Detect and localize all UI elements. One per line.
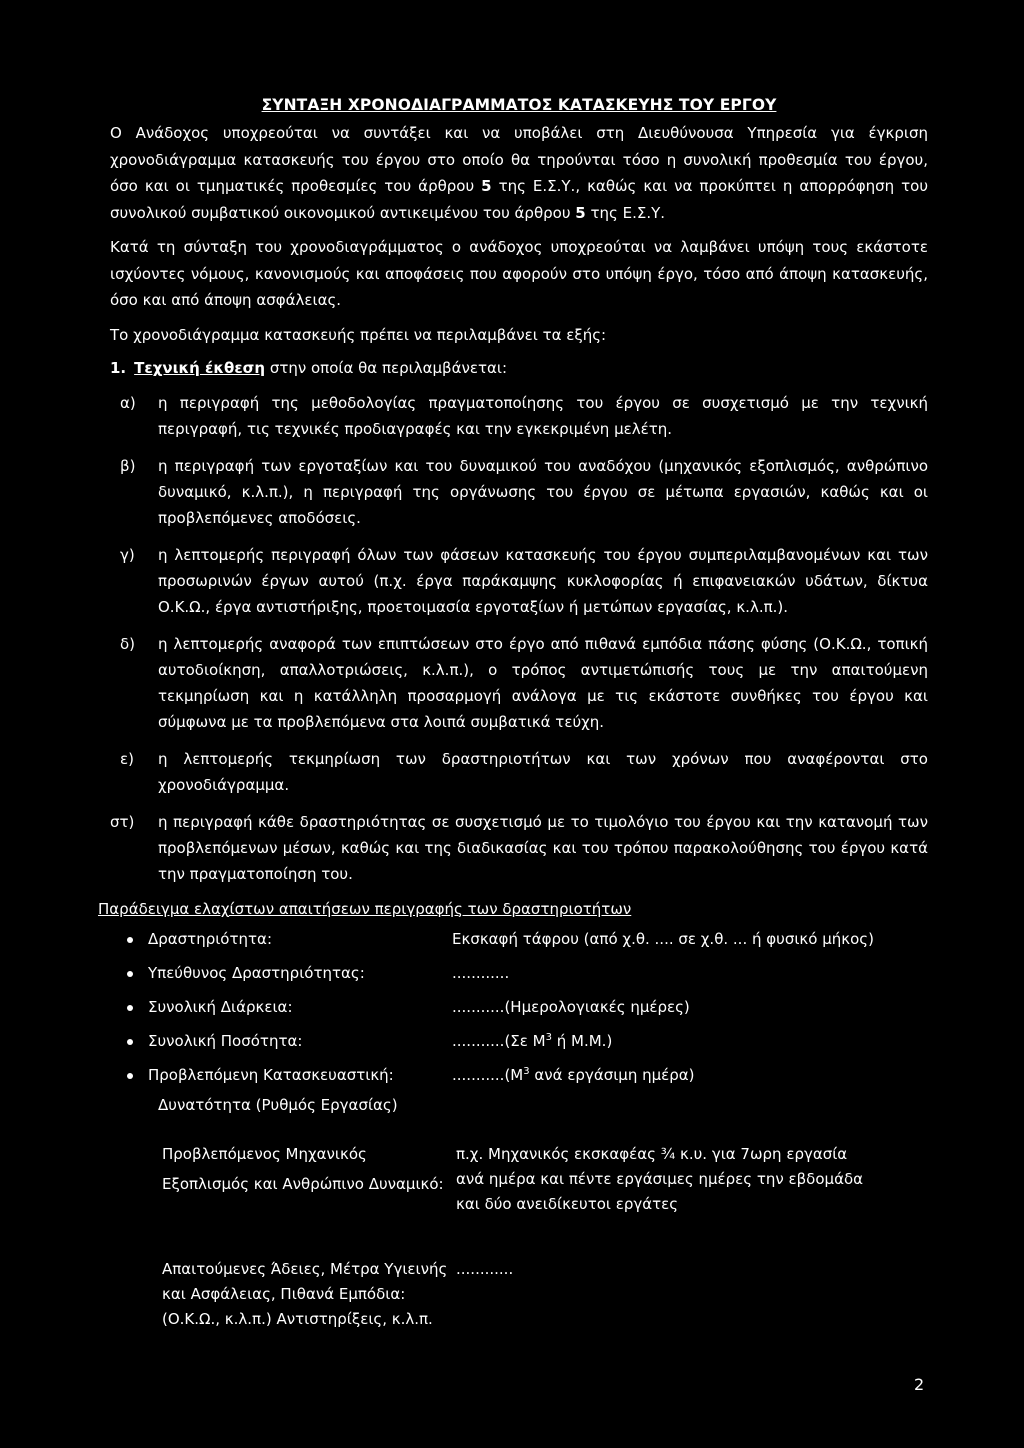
label-line: και Ασφάλειας, Πιθανά Εμπόδια: xyxy=(162,1284,406,1303)
list-marker: ε) xyxy=(120,749,134,768)
page-number: 2 xyxy=(914,1375,925,1394)
bullet-row xyxy=(110,996,928,1030)
report-items-list xyxy=(110,390,928,887)
list-marker: στ) xyxy=(110,812,135,831)
bullet-label: Συνολική Διάρκεια: xyxy=(148,997,293,1016)
equipment-group xyxy=(162,1142,928,1217)
list-item-text: η λεπτομερής τεκμηρίωση των δραστηριοτήτων και των χρόνων που αναφέρονται στο χρονοδιάγραμμα. xyxy=(158,749,928,794)
bullet-icon xyxy=(110,962,148,996)
bullet-continuation: Δυνατότητα (Ρυθμός Εργασίας) xyxy=(158,1095,398,1114)
bullet-value xyxy=(452,1030,928,1064)
label-line: (Ο.Κ.Ω., κ.λ.π.) Αντιστηρίξεις, κ.λ.π. xyxy=(162,1309,433,1328)
equipment-value xyxy=(456,1142,886,1217)
label-line: Απαιτούμενες Άδειες, Μέτρα Υγιεινής xyxy=(162,1259,448,1278)
list-item xyxy=(110,453,928,531)
superscript: 3 xyxy=(545,1031,552,1043)
value-text: ...........(Σε Μ xyxy=(452,1031,546,1050)
value-text: ανά εργάσιμη ημέρα) xyxy=(529,1065,695,1084)
bullet-row xyxy=(110,928,928,962)
value-text: ή Μ.Μ.) xyxy=(551,1031,613,1050)
list-item-text: η λεπτομερής περιγραφή όλων των φάσεων κατασκευής του έργου συμπεριλαμβανομένων και των προσωρινών έργων αυτού (π.χ. έργα παράκαμψης κυκλοφορίας ή επιφανειακών υδάτων, δίκτυα Ο.Κ.Ω., έργα αντιστήριξης, προετοιμασία εργοταξίων ή μετώπων εργασίας, κ.λ.π.). xyxy=(158,545,928,616)
bullet-label: Δραστηριότητα: xyxy=(148,929,272,948)
list-marker: δ) xyxy=(120,634,136,653)
list-item-text: η περιγραφή της μεθοδολογίας πραγματοποίησης του έργου σε συσχετισμό με την τεχνική περιγραφή, τις τεχνικές προδιαγραφές και την εγκεκριμένη μελέτη. xyxy=(158,393,928,438)
bullet-value: ...........(Ημερολογιακές ημέρες) xyxy=(452,997,690,1016)
bullet-icon xyxy=(110,996,148,1030)
list-item xyxy=(110,631,928,735)
section-heading-rest: στην οποία θα περιλαμβάνεται: xyxy=(265,358,507,377)
list-item-text: η περιγραφή κάθε δραστηριότητας σε συσχετισμό με το τιμολόγιο του έργου και την κατανομή των προβλεπόμενων μέσων, καθώς και της διαδικασίας και του τρόπου παρακολούθησης του έργου κατά την πραγματοποίηση του. xyxy=(158,812,928,883)
intro-text-b: της Ε.Σ.Υ., καθώς και να προκύπτει η απορρόφηση του συνολικού συμβατικού οικονομικού αντικειμένου του άρθρου xyxy=(110,177,928,222)
list-item xyxy=(110,746,928,798)
section-1-heading xyxy=(110,356,928,380)
equipment-label xyxy=(162,1142,456,1217)
example-heading: Παράδειγμα ελαχίστων απαιτήσεων περιγραφής των δραστηριοτήτων xyxy=(98,899,632,918)
bullet-value: ............ xyxy=(452,963,510,982)
bullet-row xyxy=(110,1064,928,1098)
bullet-label: Υπεύθυνος Δραστηριότητας: xyxy=(148,963,365,982)
value-line: π.χ. Μηχανικός εκσκαφέας ¾ κ.υ. για 7ωρη εργασία xyxy=(456,1144,848,1163)
bullet-icon xyxy=(110,928,148,962)
article-number: 5 xyxy=(481,177,492,195)
list-item-text: η λεπτομερής αναφορά των επιπτώσεων στο έργο από πιθανά εμπόδια πάσης φύσης (Ο.Κ.Ω., τοπική αυτοδιοίκηση, απαλλοτριώσεις, κ.λ.π.), ο τρόπος αντιμετώπισής τους με την απαιτούμενη τεκμηρίωση και η κατάλληλη προσαρμογή ανάλογα με τις εκάστοτε συνθήκες του έργου και σύμφωνα με τα προβλεπόμενα στα λοιπά συμβατικά τεύχη. xyxy=(158,634,928,731)
bullet-icon xyxy=(110,1064,148,1098)
value-text: ...........(Μ xyxy=(452,1065,524,1084)
label-line: Προβλεπόμενος Μηχανικός xyxy=(162,1144,367,1163)
value-line: ανά ημέρα και πέντε εργάσιμες ημέρες την εβδομάδα xyxy=(456,1169,864,1188)
page-title: ΣΥΝΤΑΞΗ ΧΡΟΝΟΔΙΑΓΡΑΜΜΑΤΟΣ ΚΑΤΑΣΚΕΥΗΣ ΤΟΥ ΕΡΓΟΥ xyxy=(261,96,777,114)
intro-paragraph xyxy=(110,120,928,226)
bullet-row xyxy=(110,962,928,996)
list-item xyxy=(110,390,928,442)
superscript: 3 xyxy=(523,1065,530,1077)
label-line: Εξοπλισμός και Ανθρώπινο Δυναμικό: xyxy=(162,1174,444,1193)
bullet-value xyxy=(452,1064,928,1098)
list-item-text: η περιγραφή των εργοταξίων και του δυναμικού του αναδόχου (μηχανικός εξοπλισμός, ανθρώπινο δυναμικό, κ.λ.π.), η περιγραφή της οργάνωσης του έργου σε μέτωπα εργασιών, καθώς και οι προβλεπόμενες αποδόσεις. xyxy=(158,456,928,527)
permits-group xyxy=(162,1257,928,1332)
compliance-paragraph: Κατά τη σύνταξη του χρονοδιαγράμματος ο ανάδοχος υποχρεούται να λαμβάνει υπόψη τους εκάστοτε ισχύοντες νόμους, κανονισμούς και αποφάσεις που αφορούν στο υπόψη έργο, τόσο από άποψη κατασκευής, όσο και από άποψη ασφάλειας. xyxy=(110,238,928,309)
permits-value xyxy=(456,1257,886,1332)
intro-text-c: της Ε.Σ.Υ. xyxy=(585,203,666,222)
bullet-icon xyxy=(110,1030,148,1064)
list-item xyxy=(110,809,928,887)
activity-bullets xyxy=(110,928,928,1116)
section-number: 1. xyxy=(110,358,127,377)
bullet-label: Προβλεπόμενη Κατασκευαστική: xyxy=(148,1065,394,1084)
bullet-value: Εκσκαφή τάφρου (από χ.θ. .... σε χ.θ. ... ή φυσικό μήκος) xyxy=(452,929,874,948)
list-marker: β) xyxy=(120,456,136,475)
permits-label xyxy=(162,1257,456,1332)
bullet-label: Συνολική Ποσότητα: xyxy=(148,1031,303,1050)
value-line: και δύο ανειδίκευτοι εργάτες xyxy=(456,1194,679,1213)
intro-text-a: Ο Ανάδοχος υποχρεούται να συντάξει και να υποβάλει στη Διευθύνουσα Υπηρεσία για έγκριση χρονοδιάγραμμα κατασκευής του έργου στο οποίο θα τηρούνται τόσο η συνολική προθεσμία του έργου, όσο και οι τμηματικές προθεσμίες του άρθρου xyxy=(110,124,928,195)
article-number: 5 xyxy=(575,203,586,222)
list-marker: α) xyxy=(120,393,136,412)
bullet-row xyxy=(110,1030,928,1064)
section-heading: Τεχνική έκθεση xyxy=(134,358,266,377)
value-line: ............ xyxy=(456,1259,514,1278)
requirements-intro: Το χρονοδιάγραμμα κατασκευής πρέπει να περιλαμβάνει τα εξής: xyxy=(110,325,607,344)
document-page xyxy=(98,96,928,1332)
list-marker: γ) xyxy=(120,545,135,564)
list-item xyxy=(110,542,928,620)
